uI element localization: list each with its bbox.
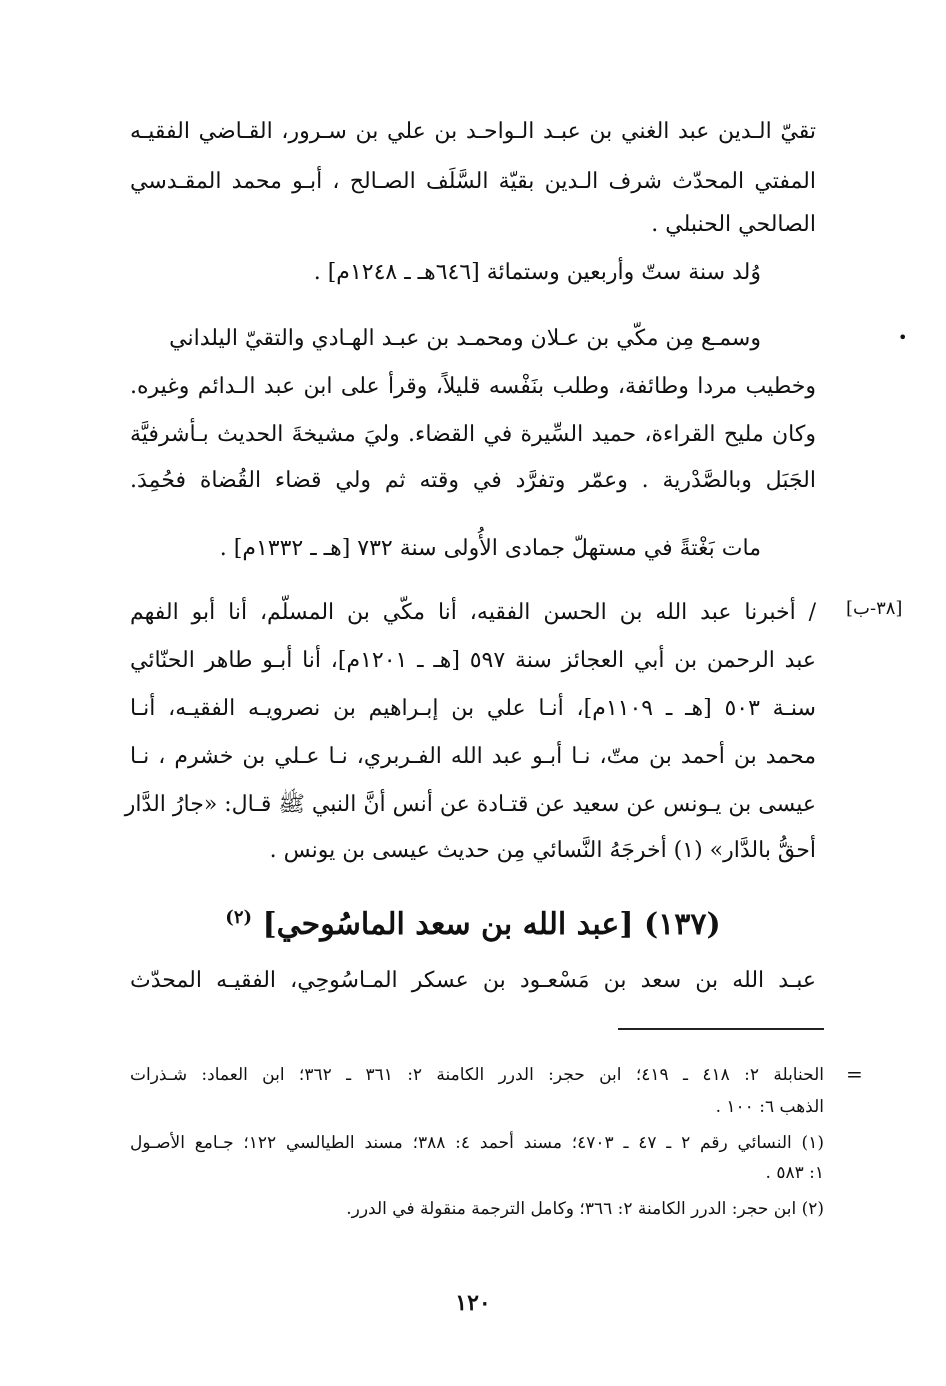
footnote-line: (١) النسائي رقم ٢ ـ ٤٧ ـ ٤٧٠٣؛ مسند أحمد ٤: ٣٨٨؛ مسند الطيالسي ١٢٢؛ جـامع الأصـول	[130, 1133, 824, 1153]
entry-heading-title: (١٣٧) [عبد الله بن سعد الماسُوحي]	[262, 907, 721, 942]
page-number: ١٢٠	[455, 1290, 491, 1316]
body-line: عيسى بن يـونس عن سعيد عن قتـادة عن أنس أنَّ النبي ﷺ قـال: «جارُ الدَّار	[124, 792, 816, 817]
margin-dot: •	[898, 328, 908, 347]
body-line: عبد الرحمن بن أبي العجائز سنة ٥٩٧ [هـ ـ ١٢٠١م]، أنا أبـو طاهر الحنّائي	[130, 648, 816, 673]
body-line: تقيّ الـدين عبد الغني بن عبـد الـواحـد بن علي بن سـرور، القـاضي الفقيـه	[130, 119, 816, 144]
body-line: أحقُّ بالدَّار» (١) أخرجَهُ النَّسائي مِن حديث عيسى بن يونس .	[269, 838, 816, 863]
continuation-mark: =	[846, 1062, 863, 1086]
body-line: سنـة ٥٠٣ [هـ ـ ١١٠٩م]، أنـا علي بن إبـراهيم بن نصرويـه الفقيـه، أنـا	[130, 696, 816, 721]
body-line: وكان مليح القراءة، حميد السِّيرة في القضاء. وليَ مشيخةَ الحديث بـأشرفيَّة	[130, 422, 816, 447]
death-line: مات بَغْتةً في مستهلّ جمادى الأُولى سنة ٧٣٢ [هـ ـ ١٣٣٢م] .	[219, 536, 761, 561]
body-line: وُلد سنة ستّ وأربعين وستمائة [٦٤٦هـ ـ ١٢٤٨م] .	[313, 260, 761, 285]
body-line: وسمـع مِن مكّي بن عـلان ومحمـد بن عبـد الهـادي والتقيّ اليلداني	[169, 326, 761, 351]
footnote-line: الحنابلة ٢: ٤١٨ ـ ٤١٩؛ ابن حجر: الدرر الكامنة ٢: ٣٦١ ـ ٣٦٢؛ ابن العماد: شـذرات	[130, 1065, 824, 1085]
entry-heading-note: (٢)	[225, 907, 253, 928]
body-line: / أخبرنا عبد الله بن الحسن الفقيه، أنا مكّي بن المسلّم، أنا أبو الفهم	[130, 600, 816, 625]
body-line: الجَبَل وبالصَّدْرية . وعمّر وتفرَّد في وقته ثم ولي قضاء القُضاة فحُمِدَ.	[130, 468, 816, 493]
margin-folio-ref: [٣٨-ب]	[846, 598, 903, 619]
footnote-line: ١: ٥٨٣ .	[765, 1163, 824, 1183]
body-line: محمد بن أحمد بن متّ، نـا أبـو عبد الله الفـربري، نـا عـلي بن خشرم ، نـا	[130, 744, 816, 769]
body-line: الصالحي الحنبلي .	[651, 212, 816, 237]
footnote-line: الذهب ٦: ١٠٠ .	[715, 1097, 824, 1117]
footnote-rule	[618, 1028, 824, 1030]
body-line: وخطيب مردا وطائفة، وطلب بنَفْسه قليلاً، وقرأ على ابن عبد الـدائم وغيره.	[130, 374, 816, 399]
body-line: عبـد الله بن سعد بن مَسْعـود بن عسكر المـاسُوحِي، الفقيـه المحدّث	[130, 968, 816, 993]
body-line: المفتي المحدّث شرف الـدين بقيّة السَّلَف الصـالح ، أبـو محمد المقـدسي	[130, 169, 816, 194]
footnote-line: (٢) ابن حجر: الدرر الكامنة ٢: ٣٦٦؛ وكامل الترجمة منقولة في الدرر.	[346, 1199, 824, 1219]
entry-heading	[130, 898, 816, 945]
